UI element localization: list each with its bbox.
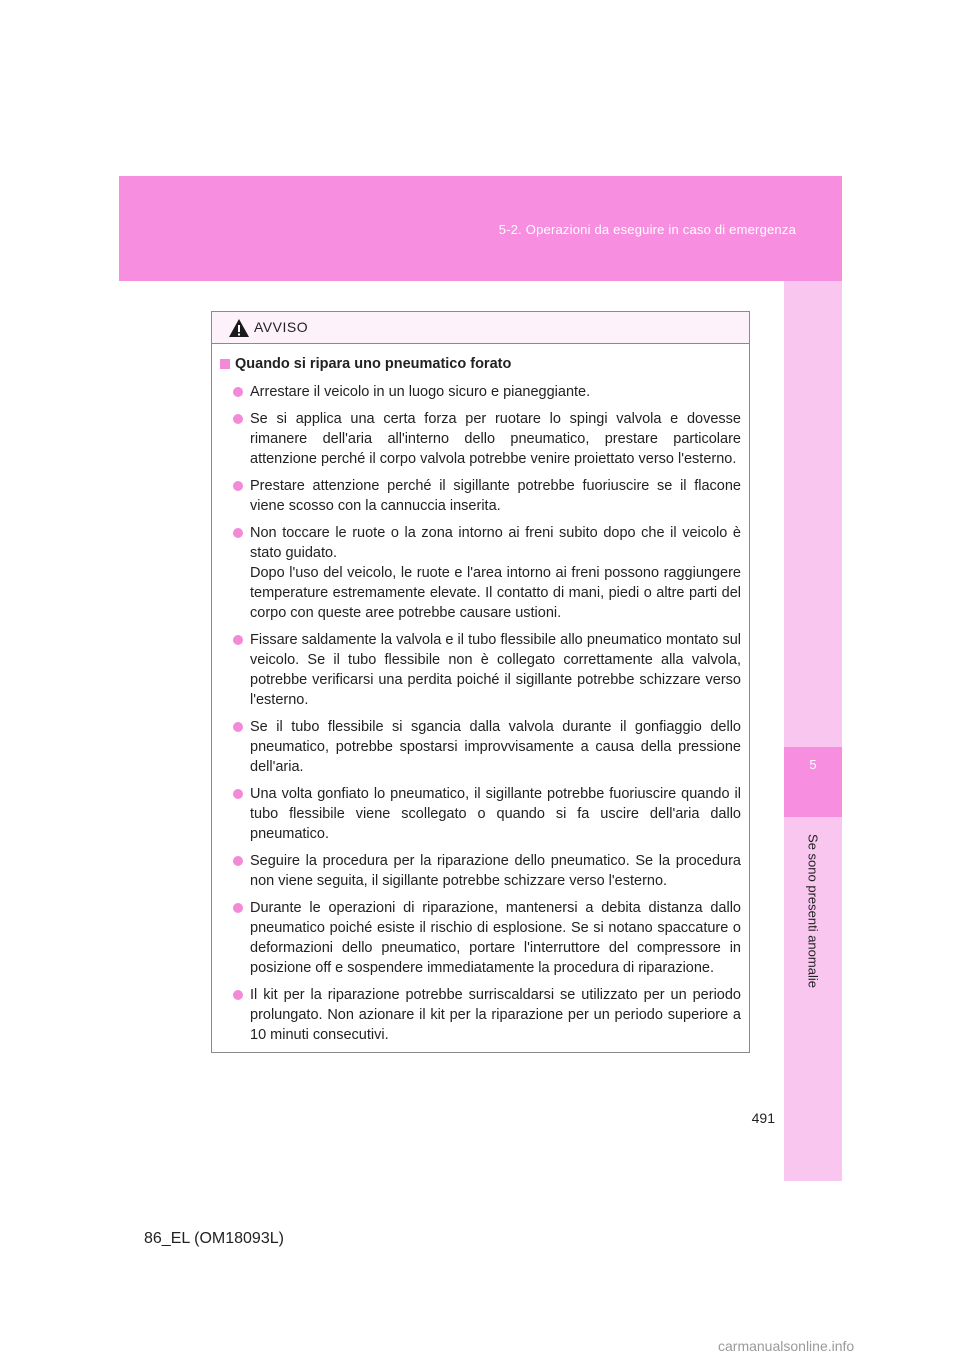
bullet-text: Se il tubo flessibile si sgancia dalla valvola durante il gonfiaggio dello pneumatico, potrebbe spostarsi improvvisamente a causa della pressione dell'aria.	[250, 719, 741, 775]
warning-box	[211, 311, 750, 1053]
bullet-text: Una volta gonfiato lo pneumatico, il sigillante potrebbe fuoriuscire quando il tubo flessibile viene scollegato o quando si fa uscire dell'aria dallo pneumatico.	[250, 786, 741, 842]
bullet-text: Arrestare il veicolo in un luogo sicuro e pianeggiante.	[250, 384, 591, 400]
bullet-item	[220, 898, 741, 978]
bullet-item	[220, 717, 741, 777]
bullet-text: Dopo l'uso del veicolo, le ruote e l'area intorno ai freni possono raggiungere temperature estremamente elevate. Il contatto di mani, piedi o altre parti del corpo con queste aree potrebbe causare ustioni.	[250, 565, 741, 621]
circle-bullet-icon	[233, 481, 243, 491]
warning-header	[212, 312, 749, 344]
section-title	[220, 354, 741, 374]
warning-triangle-icon	[228, 318, 250, 338]
bullet-text: Se si applica una certa forza per ruotare lo spingi valvola e dovesse rimanere dell'aria all'interno dello pneumatico, prestare particolare attenzione perché il corpo valvola potrebbe venire proiettato verso l'esterno.	[250, 411, 741, 467]
circle-bullet-icon	[233, 789, 243, 799]
document-code: 86_EL (OM18093L)	[144, 1230, 284, 1247]
bullet-list	[220, 382, 741, 1045]
circle-bullet-icon	[233, 414, 243, 424]
circle-bullet-icon	[233, 903, 243, 913]
circle-bullet-icon	[233, 528, 243, 538]
circle-bullet-icon	[233, 722, 243, 732]
circle-bullet-icon	[233, 635, 243, 645]
warning-title: AVVISO	[254, 319, 309, 335]
circle-bullet-icon	[233, 387, 243, 397]
bullet-item	[220, 784, 741, 844]
section-header: 5-2. Operazioni da eseguire in caso di emergenza	[498, 222, 796, 237]
bullet-item	[220, 851, 741, 891]
bullet-item	[220, 523, 741, 623]
bullet-item	[220, 476, 741, 516]
page-number: 491	[751, 1110, 775, 1126]
bullet-text: Il kit per la riparazione potrebbe surriscaldarsi se utilizzato per un periodo prolungato. Non azionare il kit per la riparazione per un periodo superiore a 10 minuti consecutivi.	[250, 987, 741, 1043]
bullet-text: Non toccare le ruote o la zona intorno ai freni subito dopo che il veicolo è stato guidato.	[250, 525, 741, 561]
circle-bullet-icon	[233, 856, 243, 866]
bullet-text: Prestare attenzione perché il sigillante potrebbe fuoriuscire se il flacone viene scosso con la cannuccia inserita.	[250, 478, 741, 514]
warning-body	[212, 344, 749, 1045]
bullet-text: Seguire la procedura per la riparazione dello pneumatico. Se la procedura non viene seguita, il sigillante potrebbe schizzare verso l'esterno.	[250, 853, 741, 889]
square-bullet-icon	[220, 359, 230, 369]
watermark: carmanualsonline.info	[718, 1338, 855, 1354]
chapter-label: Se sono presenti anomalie	[805, 834, 821, 988]
header-band	[119, 176, 842, 281]
chapter-side-tab[interactable]	[784, 281, 842, 1181]
bullet-item	[220, 409, 741, 469]
bullet-item	[220, 382, 741, 402]
bullet-text: Fissare saldamente la valvola e il tubo flessibile allo pneumatico montato sul veicolo. Se il tubo flessibile non è collegato correttamente alla valvola, potrebbe verificarsi una perdita poiché il sigillante potrebbe schizzare verso l'esterno.	[250, 632, 741, 708]
chapter-number: 5	[809, 757, 817, 772]
section-title-text: Quando si ripara uno pneumatico forato	[235, 356, 512, 372]
circle-bullet-icon	[233, 990, 243, 1000]
bullet-item	[220, 630, 741, 710]
bullet-text: Durante le operazioni di riparazione, mantenersi a debita distanza dallo pneumatico poiché esiste il rischio di esplosione. Se si notano spaccature o deformazioni dello pneumatico, portare l'interruttore del compressore in posizione off e sospendere immediatamente la procedura di riparazione.	[250, 900, 741, 976]
bullet-item	[220, 985, 741, 1045]
chapter-number-box	[784, 747, 842, 817]
